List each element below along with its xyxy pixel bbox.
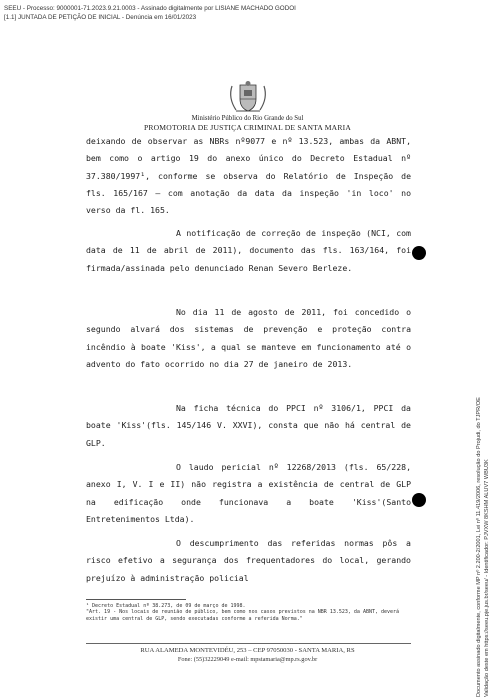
paragraph-6-text: O descumprimento das referidas normas pôs a risco efetivo a segurança dos frequentadores do local, gerando prejuízo à administração policial: [86, 538, 411, 583]
body-paragraph-4: [86, 400, 411, 452]
side-stamp-line-1: Documento assinado digitalmente, conforme MP nº 2.200-2/2001, Lei nº 11.419/2006, resolução do Projudi, do TJPR/OE: [476, 397, 482, 697]
body-paragraph-1: [86, 133, 411, 219]
side-stamp-line-2: Validação deste em https://seeu.pje.jus.br/seeu/ - Identificador: PJVXW 8KSHM ALUV7 WBU3K: [483, 459, 490, 697]
paragraph-5-text: O laudo pericial nº 12268/2013 (fls. 65/228, anexo I, V. I e II) não registra a existência de central de GLP na edificação onde funcionava a boate 'Kiss'(Santo Entretenimentos Ltda).: [86, 462, 411, 524]
system-header-line-1: SEEU - Processo: 9000001-71.2023.9.21.0003 - Assinado digitalmente por LISIANE MACHADO GODOI: [4, 5, 296, 12]
body-paragraph-6: [86, 535, 411, 587]
ministry-name: Ministério Público do Rio Grande do Sul: [191, 115, 304, 122]
footer-contact: Fone: (55)32229049 e-mail: mpstamaria@mp.rs.gov.br: [177, 656, 318, 663]
footnote-1: ¹ Decreto Estadual nº 38.273, de 09 de março de 1998.: [86, 603, 246, 609]
body-paragraph-3: [86, 304, 411, 373]
footer-address: RUA ALAMEDA MONTEVIDÉU, 253 – CEP 97050030 - SANTA MARIA, RS: [140, 647, 355, 654]
body-paragraph-2: [86, 225, 411, 277]
body-paragraph-5: [86, 459, 411, 528]
office-name: PROMOTORIA DE JUSTIÇA CRIMINAL DE SANTA MARIA: [143, 123, 352, 132]
footnotes: [86, 603, 411, 622]
footnote-separator: [86, 599, 186, 600]
punch-hole-mark-bottom: [412, 493, 426, 507]
paragraph-2-text: A notificação de correção de inspeção (NCI, com data de 11 de abril de 2011), documento das fls. 163/164, foi firmada/assinada pelo denunciado Renan Severo Berleze.: [86, 228, 411, 273]
footnote-2: "Art. 19 - Nos locais de reunião de público, bem como nos casos previstos na NBR 13.523, da ABNT, deverá existir uma central de GLP, sendo executadas conforme a referida Norma.": [86, 609, 400, 622]
paragraph-3-text: No dia 11 de agosto de 2011, foi concedido o segundo alvará dos sistemas de prevenção e proteção contra incêndio à boate 'Kiss', a qual se manteve em funcionamento até o advento do fato ocorrido no dia 27 de janeiro de 2013.: [86, 307, 411, 369]
paragraph-1-text: deixando de observar as NBRs nº9077 e nº 13.523, ambas da ABNT, bem como o artigo 19 do anexo único do Decreto Estadual nº 37.380/1997¹, conforme se observa do Relatório de Inspeção de fls. 165/167 – com anotação da data da inspeção 'in loco' no verso da fl. 165.: [86, 136, 411, 216]
footer-separator: [86, 643, 411, 644]
paragraph-4-text: Na ficha técnica do PPCI nº 3106/1, PPCI da boate 'Kiss'(fls. 145/146 V. XXVI), consta que não há central de GLP.: [86, 403, 411, 448]
coat-of-arms-icon: [226, 80, 270, 116]
punch-hole-mark-top: [412, 246, 426, 260]
system-header-line-2: [1.1] JUNTADA DE PETIÇÃO DE INICIAL - Denúncia em 16/01/2023: [4, 14, 197, 21]
